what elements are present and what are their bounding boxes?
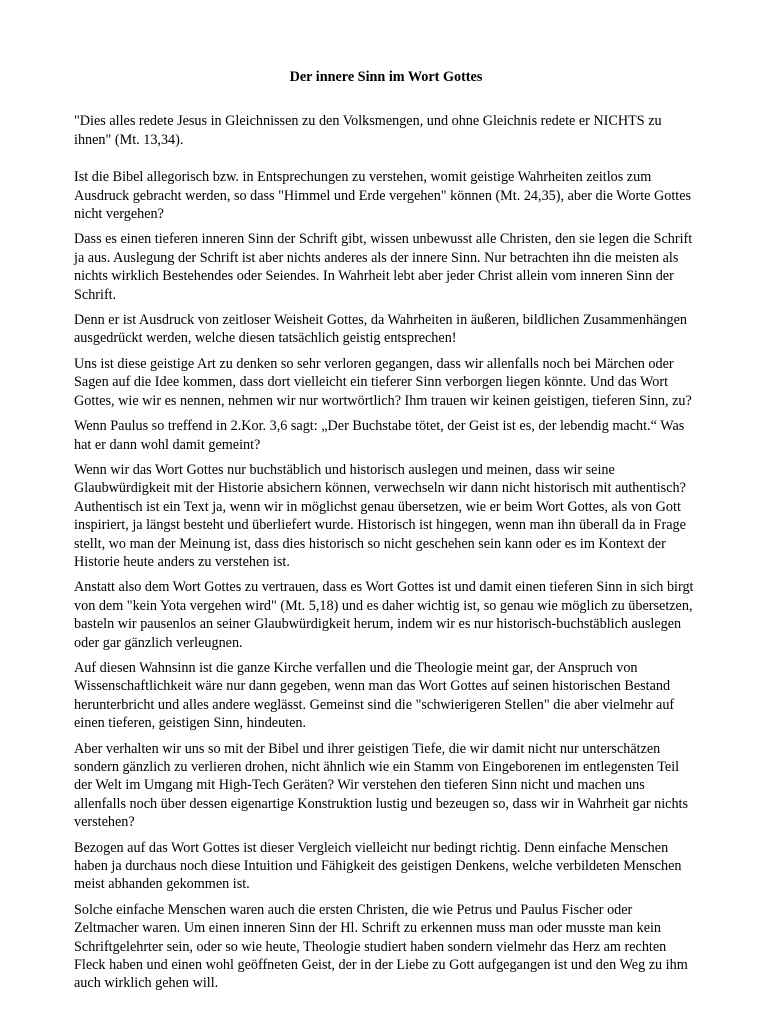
paragraph: Uns ist diese geistige Art zu denken so sehr verloren gegangen, dass wir allenfalls noch bei Märchen oder Sagen auf die Idee kommen, dass dort vielleicht ein tieferer Sinn verborgen liegen könnte. Und das Wort Gottes, wie wir es nennen, nehmen wir nur wortwörtlich? Ihm trauen wir keinen geistigen, tieferen Sinn, zu? bbox=[74, 355, 692, 409]
paragraph: Dass es einen tieferen inneren Sinn der Schrift gibt, wissen unbewusst alle Christen, den sie legen die Schrift ja aus. Auslegung der Schrift ist aber nichts anderes als der innere Sinn. Nur betrachten ihn die meisten als nichts wirklich Bestehendes oder Seiendes. In Wahrheit lebt aber jeder Christ allein vom inneren Sinn der Schrift. bbox=[74, 231, 693, 303]
paragraph: Wenn Paulus so treffend in 2.Kor. 3,6 sagt: „Der Buchstabe tötet, der Geist ist es, der lebendig macht.“ Was hat er dann wohl damit gemeint? bbox=[74, 418, 685, 453]
paragraph: Solche einfache Menschen waren auch die ersten Christen, die wie Petrus und Paulus Fischer oder Zeltmacher waren. Um einen inneren Sinn der Hl. Schrift zu erkennen muss man oder musste man kein Schriftgelehrter sein, oder so wie heute, Theologie studiert haben sondern vielmehr das Herz am rechten Fleck haben und einen wohl geöffneten Geist, der in der Liebe zu Gott aufgegangen ist und den Weg zu ihm auch wirklich gehen will. bbox=[74, 901, 688, 992]
document-title: Der innere Sinn im Wort Gottes bbox=[289, 69, 483, 85]
opening-quote: "Dies alles redete Jesus in Gleichnissen zu den Volksmengen, und ohne Gleichnis redete er NICHTS zu ihnen" (Mt. 13,34). bbox=[74, 113, 662, 148]
paragraph: Ist die Bibel allegorisch bzw. in Entsprechungen zu verstehen, womit geistige Wahrheiten zeitlos zum Ausdruck gebracht werden, so dass "Himmel und Erde vergehen" können (Mt. 24,35), aber die Worte Gottes nicht vergehen? bbox=[74, 169, 692, 223]
document-page bbox=[74, 64, 698, 1000]
paragraph: Aber verhalten wir uns so mit der Bibel und ihrer geistigen Tiefe, die wir damit nicht nur unterschätzen sondern gänzlich zu verlieren drohen, nicht ähnlich wie ein Stamm von Eingeborenen im entlegensten Teil der Welt im Umgang mit High-Tech Geräten? Wir verstehen den tieferen Sinn nicht und machen uns allenfalls noch über dessen eigenartige Konstruktion lustig und bezeugen so, dass wir in Wahrheit gar nichts verstehen? bbox=[74, 740, 689, 831]
paragraph: Bezogen auf das Wort Gottes ist dieser Vergleich vielleicht nur bedingt richtig. Denn einfache Menschen haben ja durchaus noch diese Intuition und Fähigkeit des geistigen Denkens, welche verbildeten Menschen meist abhanden gekommen ist. bbox=[74, 839, 682, 893]
paragraph: Auf diesen Wahnsinn ist die ganze Kirche verfallen und die Theologie meint gar, der Anspruch von Wissenschaftlichkeit wäre nur dann gegeben, wenn man das Wort Gottes auf seinen historischen Bestand herunterbricht und alles andere weglässt. Gemeinst sind die "schwierigeren Stellen" die aber vielmehr auf einen tieferen, geistigen Sinn, hindeuten. bbox=[74, 659, 675, 732]
paragraph: Denn er ist Ausdruck von zeitloser Weisheit Gottes, da Wahrheiten in äußeren, bildlichen Zusammenhängen ausgedrückt werden, welche diesen tatsächlich geistig entsprechen! bbox=[74, 312, 687, 347]
paragraph: Anstatt also dem Wort Gottes zu vertrauen, dass es Wort Gottes ist und damit einen tieferen Sinn in sich birgt von dem "kein Yota vergehen wird" (Mt. 5,18) und es daher wichtig ist, so genau wie möglich zu übersetzen, basteln wir pausenlos an seiner Glaubwürdigkeit herum, indem wir es nur historisch-buchstäblich auslegen oder gar gänzlich verleugnen. bbox=[74, 579, 694, 651]
paragraph: Wenn wir das Wort Gottes nur buchstäblich und historisch auslegen und meinen, dass wir seine Glaubwürdigkeit mit der Historie absichern können, verwechseln wir dann nicht historisch mit authentisch?Authentisch ist ein Text ja, wenn wir in möglichst genau übersetzen, wie er beim Wort Gottes, als von Gott inspiriert, ja längst besteht und überliefert wurde. Historisch ist hingegen, wenn man ihn überall da in Frage stellt, wo man der Meinung ist, dass dies historisch so nicht geschehen sein kann oder es im Kontext der Historie heute anders zu verstehen ist. bbox=[74, 461, 686, 570]
